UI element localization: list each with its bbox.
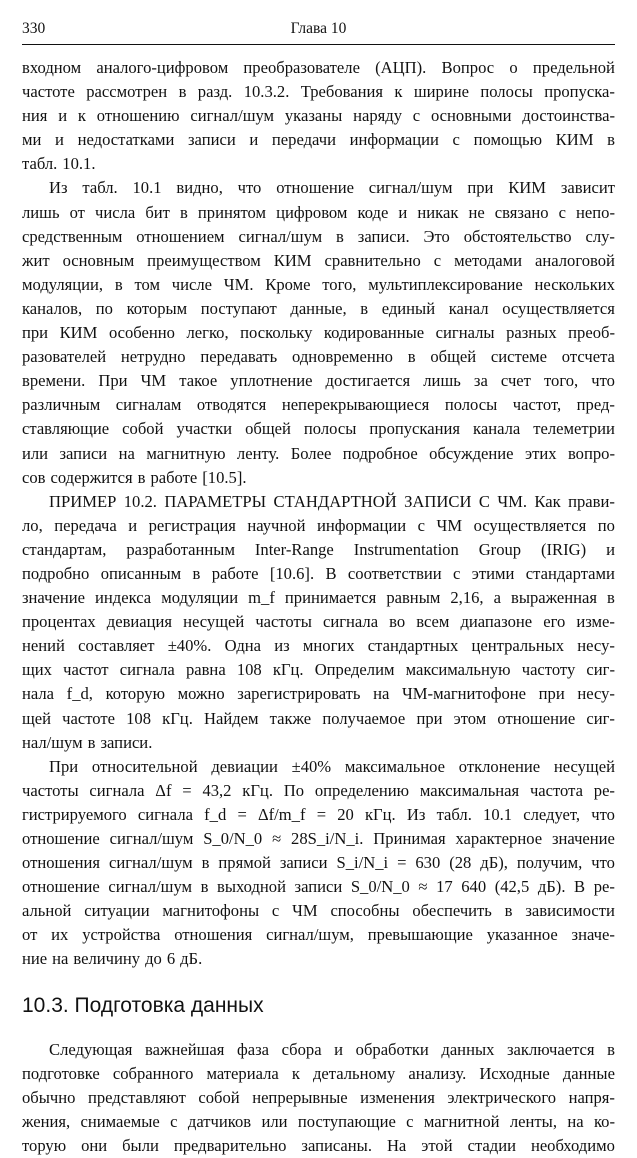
page-number: 330 [22, 20, 46, 37]
chapter-title: Глава 10 [290, 20, 347, 37]
text-line: значение индекса модуляции m_f принимается равным 2,16, а выраженная в [22, 588, 615, 608]
text-line: средственным отношением сигнал/шум в записи. Это обстоятельство слу- [22, 226, 615, 246]
text-line: ставляющие собой участки общей полосы пропускания канала телеметрии [22, 419, 615, 439]
text-line: подготовке собранного материала к детальному анализу. Исходные данные [22, 1063, 615, 1083]
text-line: подробно описанным в работе [10.6]. В соответствии с этими стандартами [22, 563, 615, 583]
text-line: жения, снимаемые с датчиков или поступающие с магнитной ленты, на ко- [22, 1111, 615, 1131]
text-line: ПРИМЕР 10.2. ПАРАМЕТРЫ СТАНДАРТНОЙ ЗАПИСИ С ЧМ. Как прави- [49, 491, 615, 511]
text-line: от их устройства отношения сигнал/шум, превышающие указанное значе- [22, 925, 615, 945]
text-line: или записи на магнитную ленту. Более подробное обсуждение этих вопро- [22, 443, 615, 463]
text-line: стандартам, разработанным Inter-Range Instrumentation Group (IRIG) и [22, 539, 615, 559]
text-line: каналов, по которым поступают данные, в единый канал осуществляется [22, 298, 615, 318]
text-line: табл. 10.1. [22, 154, 96, 174]
text-line: нал/шум в записи. [22, 732, 153, 752]
text-line: нений составляет ±40%. Одна из многих стандартных центральных несу- [22, 636, 615, 656]
text-line: гистрируемого сигнала f_d = Δf/m_f = 20 кГц. Из табл. 10.1 следует, что [22, 804, 615, 824]
text-line: отношение сигнал/шум S_0/N_0 ≈ 28S_i/N_i. Принимая характерное значение [22, 829, 615, 848]
text-line: ло, передача и регистрация научной информации с ЧМ осуществляется по [22, 515, 615, 535]
running-header [22, 18, 615, 45]
text-line: разователей нетрудно передавать одновременно в общей системе отсчета [22, 347, 615, 367]
text-line: альной ситуации магнитофоны с ЧМ способны обеспечить в зависимости [22, 901, 615, 921]
body-text [22, 56, 615, 1158]
text-line: процентах девиация несущей частоты сигнала во всем диапазоне его изме- [22, 612, 615, 632]
text-line: частоте рассмотрен в разд. 10.3.2. Требования к ширине полосы пропуска- [22, 82, 615, 102]
text-line: различным сигналам отводятся неперекрывающиеся полосы частот, пред- [22, 395, 615, 415]
text-line: При относительной девиации ±40% максимальное отклонение несущей [49, 756, 615, 776]
text-line: сов содержится в работе [10.5]. [22, 467, 247, 487]
text-line: ние на величину до 6 дБ. [22, 949, 203, 969]
text-line: нала f_d, которую можно зарегистрировать на ЧМ-магнитофоне при несу- [22, 684, 615, 704]
text-line: времени. При ЧМ такое уплотнение достигается лишь за счет того, что [22, 371, 615, 391]
text-line: входном аналого-цифровом преобразователе (АЦП). Вопрос о предельной [22, 58, 615, 77]
section-heading: 10.3. Подготовка данных [22, 993, 264, 1017]
text-line: модуляции, в том числе ЧМ. Кроме того, мультиплексирование нескольких [22, 274, 615, 294]
text-line: Следующая важнейшая фаза сбора и обработки данных заключается в [49, 1039, 615, 1059]
text-line: ми и недостатками записи и передачи информации с помощью КИМ в [22, 130, 615, 150]
text-line: торую они были предварительно записаны. На этой стадии необходимо [22, 1135, 615, 1155]
text-line: щей частоте 108 кГц. Найдем также получаемое при этом отношение сиг- [22, 708, 615, 728]
text-line: при КИМ особенно легко, поскольку кодированные сигналы разных преоб- [22, 323, 615, 343]
text-line: частоты сигнала Δf = 43,2 кГц. По определению максимальная частота ре- [22, 780, 615, 800]
text-line: Из табл. 10.1 видно, что отношение сигнал/шум при КИМ зависит [49, 178, 615, 198]
text-line: щих частот сигнала равна 108 кГц. Определим максимальную частоту сиг- [22, 660, 615, 680]
text-line: обычно представляют собой непрерывные изменения электрического напря- [22, 1087, 615, 1107]
text-line: отношения сигнал/шум в прямой записи S_i/N_i = 630 (28 дБ), получим, что [22, 853, 615, 873]
text-line: отношение сигнал/шум в выходной записи S_0/N_0 ≈ 17 640 (42,5 дБ). В ре- [22, 877, 615, 897]
text-line: лишь от числа бит в принятом цифровом коде и никак не связано с непо- [22, 202, 615, 222]
text-line: жит основным преимуществом КИМ сравнительно с методами аналоговой [22, 250, 615, 270]
text-line: ния и к отношению сигнал/шум указаны наряду с основными достоинства- [22, 106, 615, 126]
